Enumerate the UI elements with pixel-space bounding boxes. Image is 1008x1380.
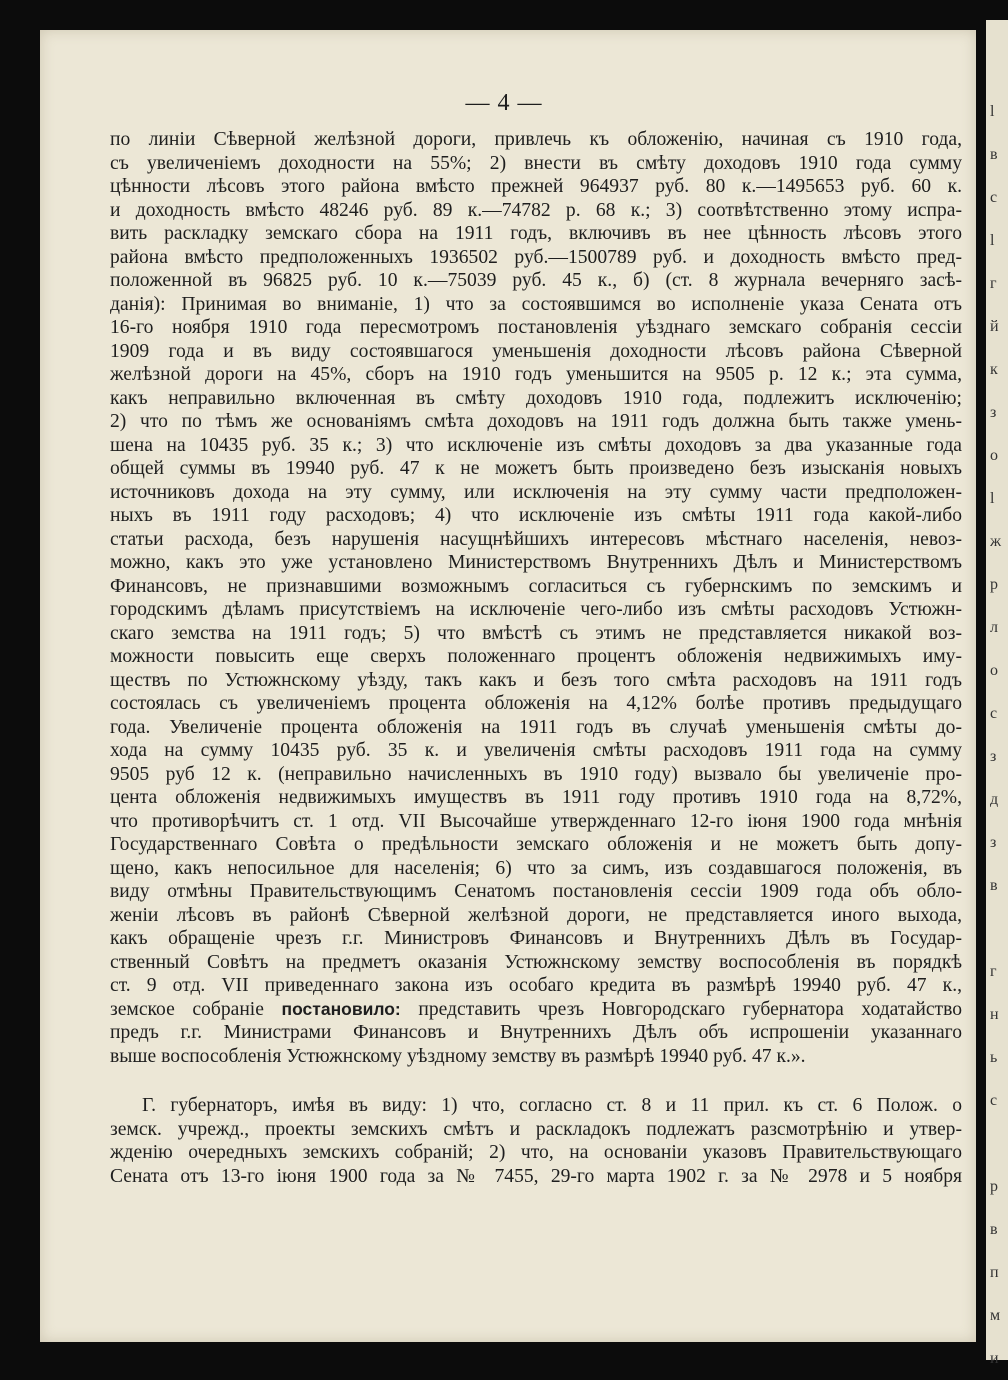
text-line: женіи лѣсовъ въ районѣ Сѣверной желѣзной дороги, не представляется иного выхода, xyxy=(110,904,962,926)
adjacent-letter: с xyxy=(990,1092,998,1109)
text-line: Финансовъ, не признавшими возможнымъ согласиться съ губернскимъ по земскимъ и xyxy=(110,575,962,597)
text-line: района вмѣсто предположенныхъ 1936502 руб.—1500789 руб. и доходность вмѣсто пред- xyxy=(110,246,962,268)
adjacent-letter: l xyxy=(990,490,995,507)
adjacent-letter: ь xyxy=(990,1049,998,1066)
text-line: источниковъ дохода на эту сумму, или исключенія на эту сумму части предположен- xyxy=(110,481,962,503)
adjacent-letter: и xyxy=(990,1350,999,1367)
text-line: какъ обращеніе чрезъ г.г. Министровъ Финансовъ и Внутреннихъ Дѣлъ въ Государ- xyxy=(110,928,962,949)
adjacent-letter: р xyxy=(990,576,998,593)
text-line: цѣнности лѣсовъ этого района вмѣсто прежней 964937 руб. 80 к.—1495653 руб. 60 к. xyxy=(110,176,962,197)
text-line: какъ неправильно включенная въ смѣту доходовъ 1910 года, подлежитъ исключенію; xyxy=(110,387,962,409)
text-line: скаго земства на 1911 годъ; 5) что вмѣстѣ съ этимъ не представляется никакой воз- xyxy=(110,622,962,644)
text-line: и доходность вмѣсто 48246 руб. 89 к.—74782 р. 68 к.; 3) соотвѣтственно этому испра- xyxy=(110,199,962,221)
text-line: состоялась съ увеличеніемъ процента обложенія на 4,12% болѣе противъ предыдущаго xyxy=(110,693,962,714)
text-line: хода на сумму 10435 руб. 35 к. и увеличенія смѣты расходовъ 1911 года на сумму xyxy=(110,740,962,761)
text-line: щено, какъ непосильное для населенія; 6) что за симъ, изъ создавшагося положенія, въ xyxy=(110,857,962,879)
adjacent-letter xyxy=(990,1122,1008,1165)
text-line: 2) что по тѣмъ же основаніямъ смѣта доходовъ на 1911 годъ должна быть также умень- xyxy=(110,411,962,432)
adjacent-letter: н xyxy=(990,1006,999,1023)
text-line: положенной въ 96825 руб. 10 к.—75039 руб. 45 к., б) (ст. 8 журнала вечерняго засѣ- xyxy=(110,270,962,291)
text-line: земск. учрежд., проекты земскихъ смѣтъ и раскладокъ подлежатъ разсмотрѣнію и утвер- xyxy=(110,1118,962,1140)
paragraph-1 xyxy=(110,128,962,998)
text-line: ныхъ въ 1911 году расходовъ; 4) что исключеніе изъ смѣты 1911 года какой-либо xyxy=(110,505,962,526)
text-line: 1909 года и въ виду состоявшагося уменьшенія доходности лѣсовъ района Сѣверной xyxy=(110,340,962,362)
page-body xyxy=(110,128,962,1188)
text-line: по линіи Сѣверной желѣзной дороги, привлечь къ обложенію, начиная съ 1910 года, xyxy=(110,129,962,150)
text-line: общей суммы въ 19940 руб. 47 к не можетъ быть произведено безъ изысканія новыхъ xyxy=(110,458,962,479)
text-line: виду отмѣны Правительствующимъ Сенатомъ постановленія сессіи 1909 года объ обло- xyxy=(110,881,962,902)
adjacent-letter: п xyxy=(990,1264,999,1281)
text-line: съ увеличеніемъ доходности на 55%; 2) внести въ смѣту доходовъ 1910 года сумму xyxy=(110,152,962,174)
adjacent-letter: з xyxy=(990,748,997,765)
text-line: данія): Принимая во вниманіе, 1) что за состоявшимся во исполненіе указа Сената отъ xyxy=(110,293,962,315)
text-line: предъ г.г. Министрами Финансовъ и Внутреннихъ Дѣлъ объ испрошеніи указаннаго xyxy=(110,1022,962,1043)
adjacent-letter: д xyxy=(990,791,999,808)
text-line: ществъ по Устюжнскому уѣзду, такъ какъ и безъ того смѣта расходовъ на 1911 годъ xyxy=(110,669,962,691)
adjacent-letter: в xyxy=(990,146,998,163)
adjacent-letter: й xyxy=(990,318,999,335)
adjacent-letter: з xyxy=(990,404,997,421)
adjacent-letter: л xyxy=(990,619,998,636)
text-line: ственный Совѣтъ на предметъ оказанія Устюжнскому земству воспособленія въ порядкѣ xyxy=(110,951,962,973)
text-line: шена на 10435 руб. 35 к.; 3) что исключеніе изъ смѣты доходовъ за два указанные года xyxy=(110,434,962,456)
text-line: 16-го ноября 1910 года пересмотромъ постановленія уѣзднаго земскаго собранія сессіи xyxy=(110,317,962,338)
adjacent-letter: с xyxy=(990,189,998,206)
text-line-resolution: земское собраніе постановило: представить чрезъ Новгородскаго губернатора ходатайство xyxy=(110,998,963,1020)
paragraph-1-end xyxy=(110,1021,962,1068)
adjacent-letter: к xyxy=(990,361,998,378)
text-line: можности повысить еще сверхъ положеннаго процентъ обложенія недвижимыхъ иму- xyxy=(110,646,962,667)
page-number: — 4 — xyxy=(465,90,543,116)
adjacent-letter: о xyxy=(990,447,998,464)
text-line: можно, какъ это уже установлено Министерствомъ Внутреннихъ Дѣлъ и Министерствомъ xyxy=(110,552,962,573)
text-line: Государственнаго Совѣта о предѣльности земскаго обложенія и не можетъ быть допу- xyxy=(110,834,962,855)
text-line: желѣзной дороги на 45%, сборъ на 1910 годъ уменьшится на 9505 р. 12 к.; эта сумма, xyxy=(110,364,962,385)
text-line: что противорѣчитъ ст. 1 отд. VII Высочайше утвержденнаго 12-го іюня 1900 года мнѣнія xyxy=(110,810,962,832)
text-line: жденію очередныхъ земскихъ собраній; 2) что, на основаніи указовъ Правительствующаго xyxy=(110,1142,962,1163)
adjacent-letter: l xyxy=(990,232,995,249)
text-line: цента обложенія недвижимыхъ имуществъ въ 1911 году противъ 1910 года на 8,72%, xyxy=(110,787,962,808)
adjacent-letter: с xyxy=(990,705,998,722)
adjacent-letter: о xyxy=(990,662,998,679)
adjacent-letter: ж xyxy=(990,533,1002,550)
adjacent-letter: з xyxy=(990,834,997,851)
text-line: 9505 руб 12 к. (неправильно начисленныхъ въ 1910 году) вызвало бы увеличеніе про- xyxy=(110,763,962,785)
text-line: статьи расхода, безъ нарушенія насущнѣйшихъ интересовъ мѣстнаго населенія, невоз- xyxy=(110,528,962,550)
adjacent-page-letters xyxy=(990,90,1008,1380)
adjacent-letter: г xyxy=(990,275,997,292)
bold-resolution-word: постановило: xyxy=(281,998,401,1019)
adjacent-letter: в xyxy=(990,1221,998,1238)
paragraph-2 xyxy=(110,1094,962,1188)
text-line: вить раскладку земскаго сбора на 1911 годъ, включивъ въ нее цѣнность лѣсовъ этого xyxy=(110,223,962,244)
text-line: выше воспособленія Устюжнскому уѣздному земству въ размѣрѣ 19940 руб. 47 к.». xyxy=(110,1045,806,1067)
adjacent-letter: l xyxy=(990,103,995,120)
adjacent-letter: р xyxy=(990,1178,998,1195)
text-line: года. Увеличеніе процента обложенія на 1911 годъ въ случаѣ уменьшенія смѣты до- xyxy=(110,716,962,738)
adjacent-letter: г xyxy=(990,963,997,980)
text-line: Г. губернаторъ, имѣя въ виду: 1) что, согласно ст. 8 и 11 прил. къ ст. 6 Полож. о xyxy=(142,1095,962,1116)
adjacent-letter: в xyxy=(990,877,998,894)
adjacent-letter xyxy=(990,907,1008,950)
text-line: ст. 9 отд. VII приведеннаго закона изъ особаго кредита въ размѣрѣ 19940 руб. 47 к., xyxy=(110,975,962,996)
text-line: городскимъ дѣламъ присутствіемъ на исключеніе чего-либо изъ смѣты расходовъ Устюжн- xyxy=(110,599,962,620)
text-line: Сената отъ 13-го іюня 1900 года за № 7455, 29-го марта 1902 г. за № 2978 и 5 ноября xyxy=(110,1165,962,1187)
adjacent-letter: м xyxy=(990,1307,1001,1324)
